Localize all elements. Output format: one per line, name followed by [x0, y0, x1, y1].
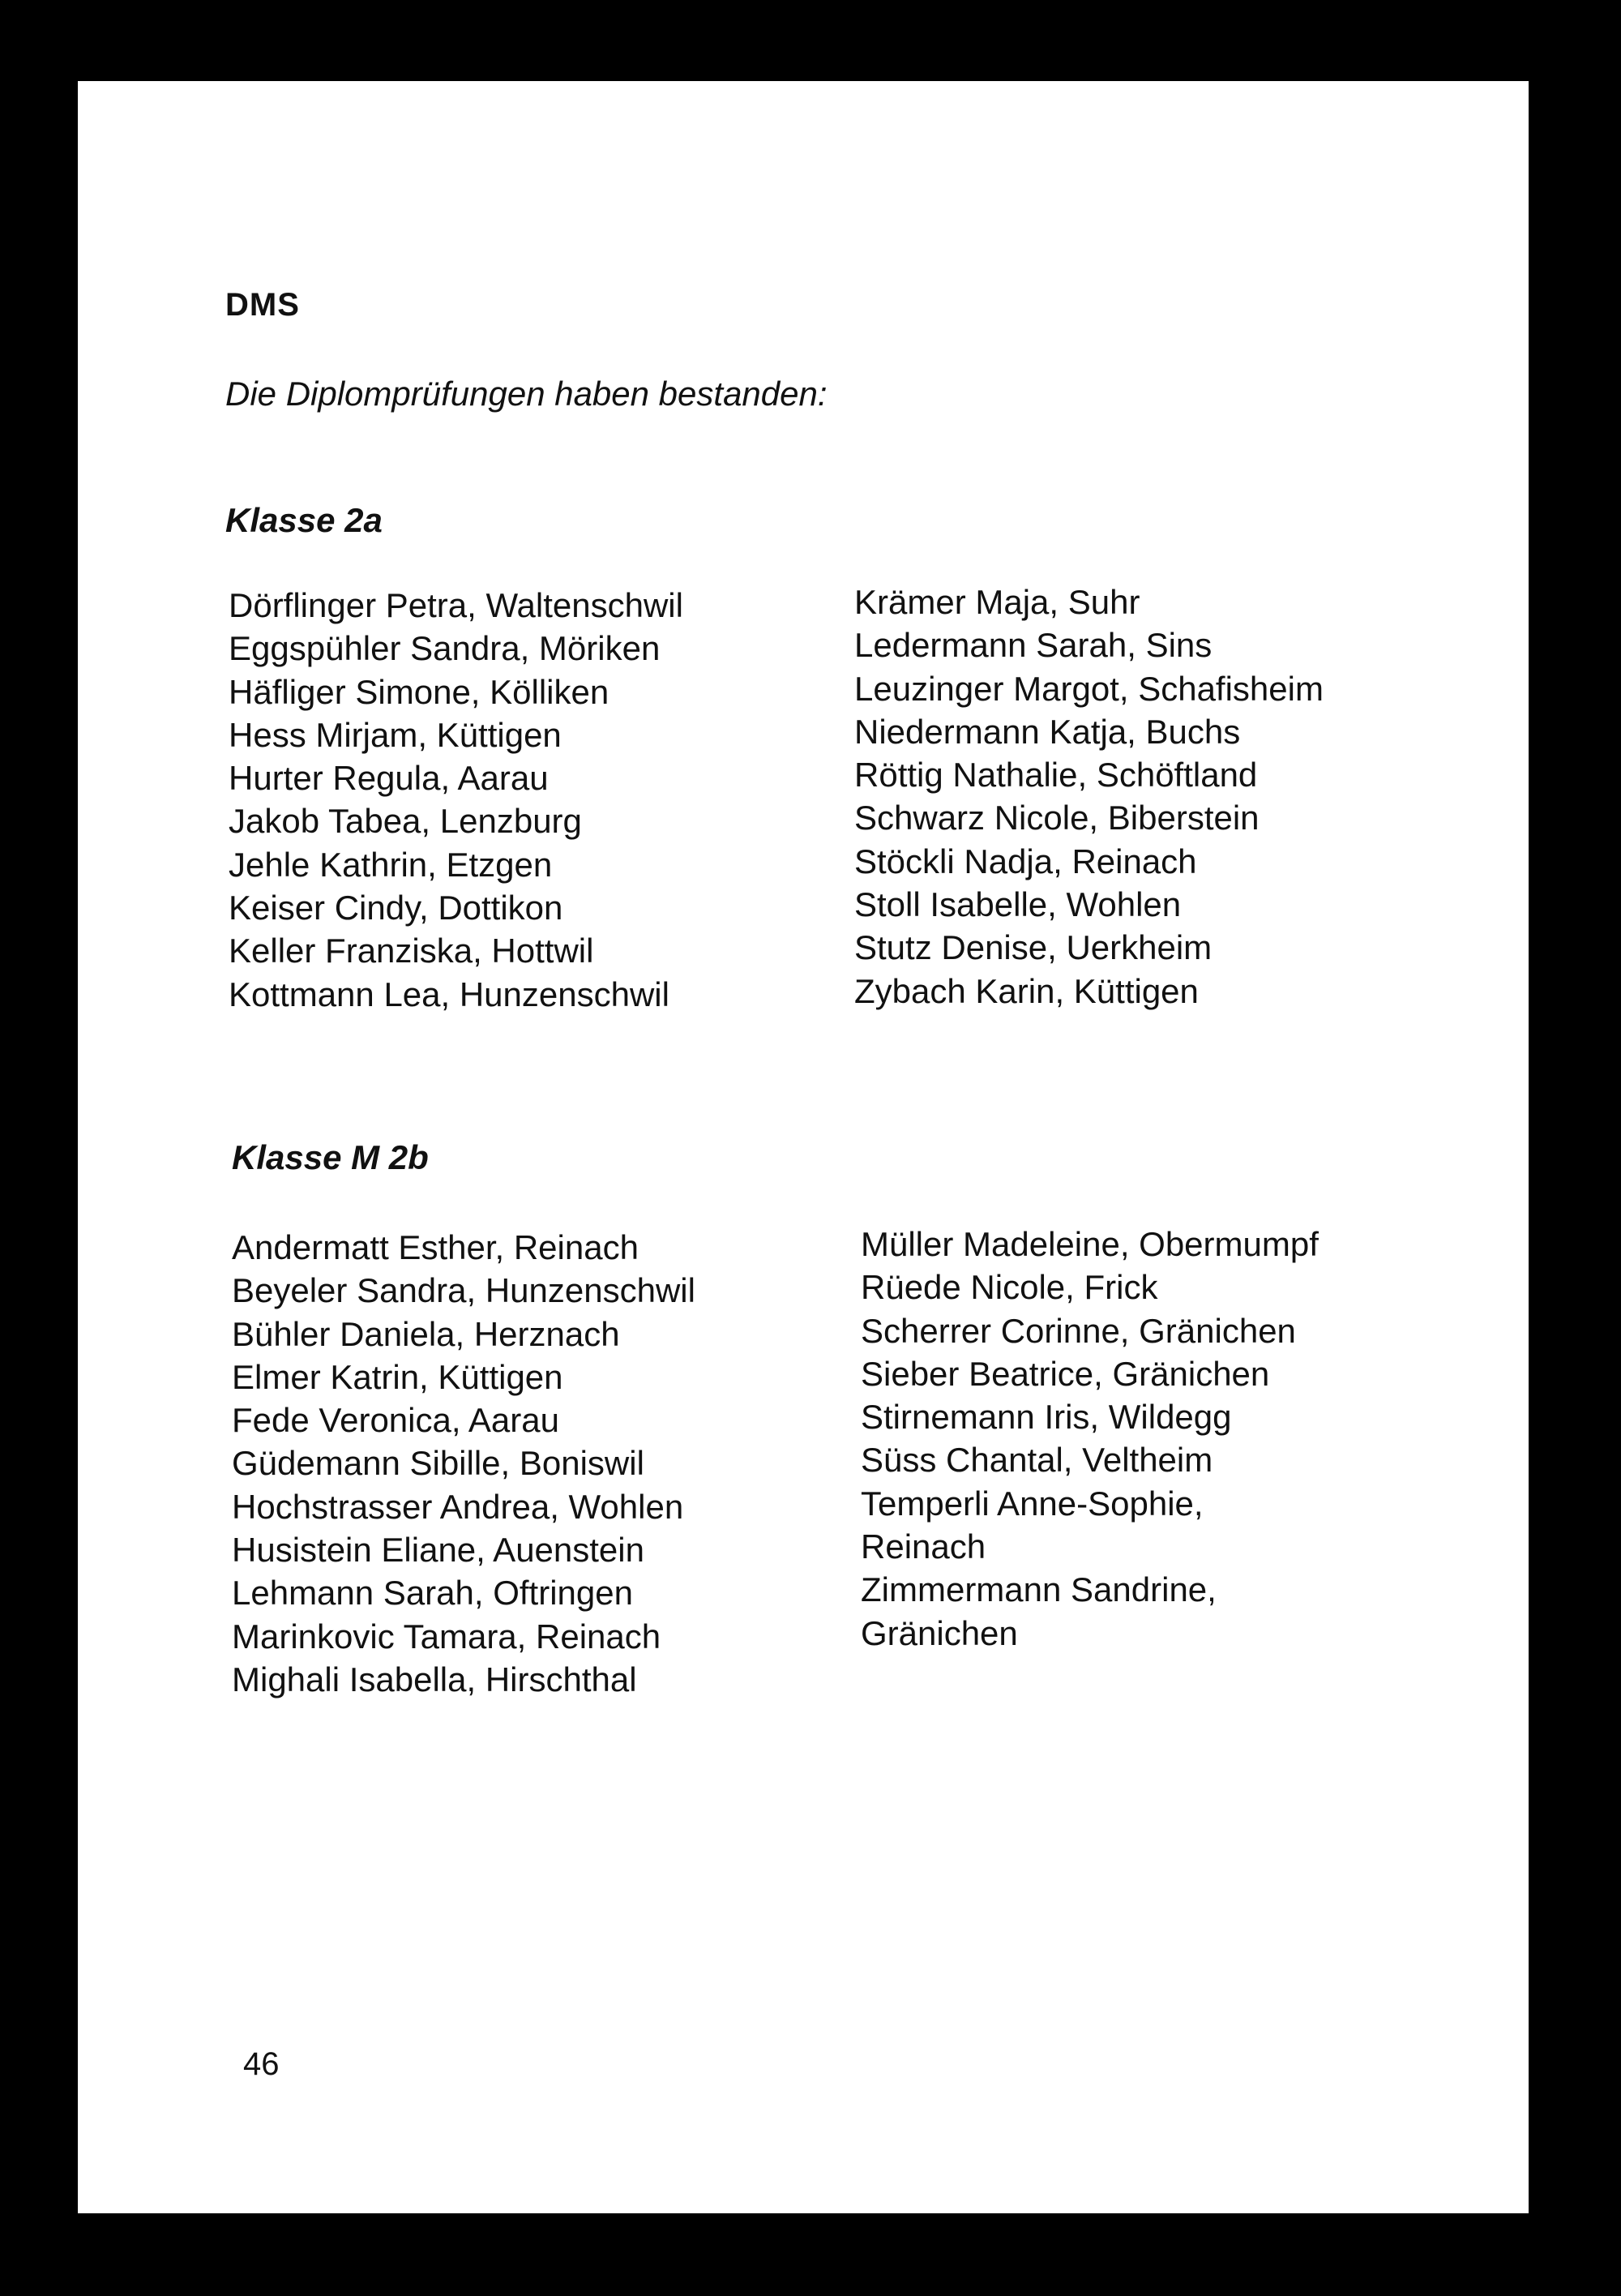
- list-item: Lehmann Sarah, Oftringen: [232, 1574, 633, 1613]
- list-item: Dörflinger Petra, Waltenschwil: [229, 586, 683, 624]
- class-2a-right-list: [854, 580, 1324, 1013]
- class-title: Klasse M 2b: [232, 1138, 429, 1176]
- list-item: Stoll Isabelle, Wohlen: [854, 885, 1182, 924]
- list-item: Husistein Eliane, Auenstein: [232, 1531, 644, 1570]
- list-item: Rüede Nicole, Frick: [861, 1268, 1158, 1307]
- class-m2b-right-list: [861, 1223, 1319, 1655]
- list-item: Keller Franziska, Hottwil: [229, 932, 594, 970]
- class-title: Klasse 2a: [225, 501, 383, 539]
- list-item: Fede Veronica, Aarau: [232, 1401, 559, 1440]
- list-item: Scherrer Corinne, Gränichen: [861, 1311, 1296, 1350]
- list-item: Sieber Beatrice, Gränichen: [861, 1354, 1270, 1393]
- subtitle: Die Diplomprüfungen haben bestanden:: [225, 375, 828, 413]
- list-item: Jehle Kathrin, Etzgen: [229, 845, 553, 884]
- list-item: Krämer Maja, Suhr: [854, 583, 1140, 621]
- list-item: Eggspühler Sandra, Möriken: [229, 629, 661, 668]
- list-item: Stöckli Nadja, Reinach: [854, 842, 1197, 880]
- list-item: Marinkovic Tamara, Reinach: [232, 1617, 661, 1656]
- list-item: Reinach: [861, 1527, 986, 1566]
- list-item: Häfliger Simone, Kölliken: [229, 672, 609, 711]
- list-item: Hurter Regula, Aarau: [229, 759, 549, 798]
- list-item: Andermatt Esther, Reinach: [232, 1228, 639, 1266]
- list-item: Keiser Cindy, Dottikon: [229, 889, 563, 927]
- list-item: Süss Chantal, Veltheim: [861, 1441, 1213, 1480]
- list-item: Leuzinger Margot, Schafisheim: [854, 669, 1324, 708]
- class-m2b-left-list: [232, 1226, 695, 1701]
- list-item: Zimmermann Sandrine,: [861, 1570, 1217, 1609]
- list-item: Stirnemann Iris, Wildegg: [861, 1398, 1232, 1437]
- list-item: Kottmann Lea, Hunzenschwil: [229, 975, 669, 1013]
- list-item: Röttig Nathalie, Schöftland: [854, 756, 1258, 795]
- document-page: [78, 81, 1529, 2213]
- class-2a-left-list: [229, 584, 683, 1016]
- page-number: 46: [243, 2046, 280, 2082]
- list-item: Bühler Daniela, Herznach: [232, 1314, 620, 1353]
- section-heading: DMS: [225, 287, 300, 323]
- list-item: Schwarz Nicole, Biberstein: [854, 799, 1260, 837]
- list-item: Hess Mirjam, Küttigen: [229, 715, 562, 754]
- list-item: Güdemann Sibille, Boniswil: [232, 1444, 644, 1483]
- list-item: Jakob Tabea, Lenzburg: [229, 802, 582, 841]
- list-item: Beyeler Sandra, Hunzenschwil: [232, 1271, 695, 1310]
- list-item: Temperli Anne-Sophie,: [861, 1484, 1204, 1523]
- list-item: Elmer Katrin, Küttigen: [232, 1357, 563, 1396]
- list-item: Müller Madeleine, Obermumpf: [861, 1225, 1319, 1263]
- list-item: Hochstrasser Andrea, Wohlen: [232, 1487, 684, 1526]
- list-item: Ledermann Sarah, Sins: [854, 626, 1213, 665]
- list-item: Mighali Isabella, Hirschthal: [232, 1660, 637, 1698]
- list-item: Gränichen: [861, 1613, 1018, 1652]
- list-item: Zybach Karin, Küttigen: [854, 971, 1199, 1010]
- list-item: Stutz Denise, Uerkheim: [854, 928, 1213, 967]
- list-item: Niedermann Katja, Buchs: [854, 712, 1241, 751]
